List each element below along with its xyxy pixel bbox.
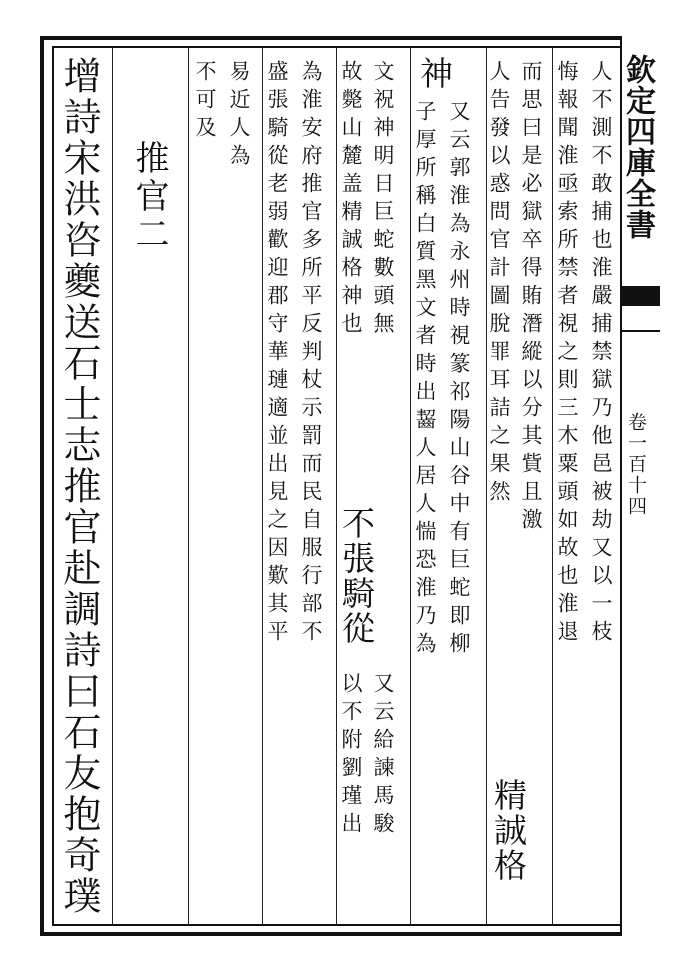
text-column: 悔報聞淮亟索所禁者視之則三木粟頭如故也淮退	[555, 60, 579, 648]
fish-tail-line	[620, 330, 660, 332]
column-divider	[188, 48, 189, 924]
text-column: 不可及	[193, 60, 217, 144]
column-divider	[112, 48, 113, 924]
heading-buzhangqicong: 不張騎從	[337, 506, 376, 646]
text-column: 易近人為	[227, 60, 251, 172]
text-column: 又云給諫馬駿	[371, 672, 395, 840]
text-column: 子厚所稱白質黑文者時出齧人居人惴恐淮乃為	[413, 100, 437, 660]
text-column: 盛張騎從老弱歡迎郡守華璉適並出見之因歎其平	[265, 60, 289, 648]
text-column: 人不測不敢捕也淮嚴捕禁獄乃他邑被劫又以一枝	[589, 60, 613, 648]
column-divider	[410, 48, 411, 924]
text-column: 文祝神明日巨蛇數頭無	[371, 60, 395, 340]
column-divider	[262, 48, 263, 924]
column-divider	[336, 48, 337, 924]
text-column-large: 增詩宋洪咨夔送石士志推官赴調詩曰石友抱奇璞	[57, 56, 101, 917]
inner-border-bottom	[52, 924, 660, 926]
volume-number: 卷一百十四	[625, 412, 647, 517]
inner-border-top	[52, 46, 660, 48]
book-title: 欽定四庫全書	[620, 54, 655, 240]
text-column: 人告發以惑問官計圖脫罪耳詰之果然	[487, 60, 511, 508]
text-column: 為淮安府推官多所平反判杖示罰而民自服行部不	[299, 60, 323, 648]
section-heading: 推官二	[129, 140, 169, 254]
text-column: 又云郭淮為永州時視篆祁陽山谷中有巨蛇即柳	[447, 100, 471, 660]
inner-border-left	[52, 46, 54, 926]
text-column: 以不附劉瑾出	[339, 672, 363, 840]
text-column: 故斃山麓盖精誠格神也	[339, 60, 363, 340]
column-divider	[552, 48, 553, 924]
fish-tail-mark	[620, 286, 660, 306]
heading-jingchengge: 精誠格	[489, 778, 528, 883]
heading-shen: 神	[415, 56, 454, 91]
text-column: 而思曰是必獄卒得賄潛縱以分其貲且激	[519, 60, 543, 536]
